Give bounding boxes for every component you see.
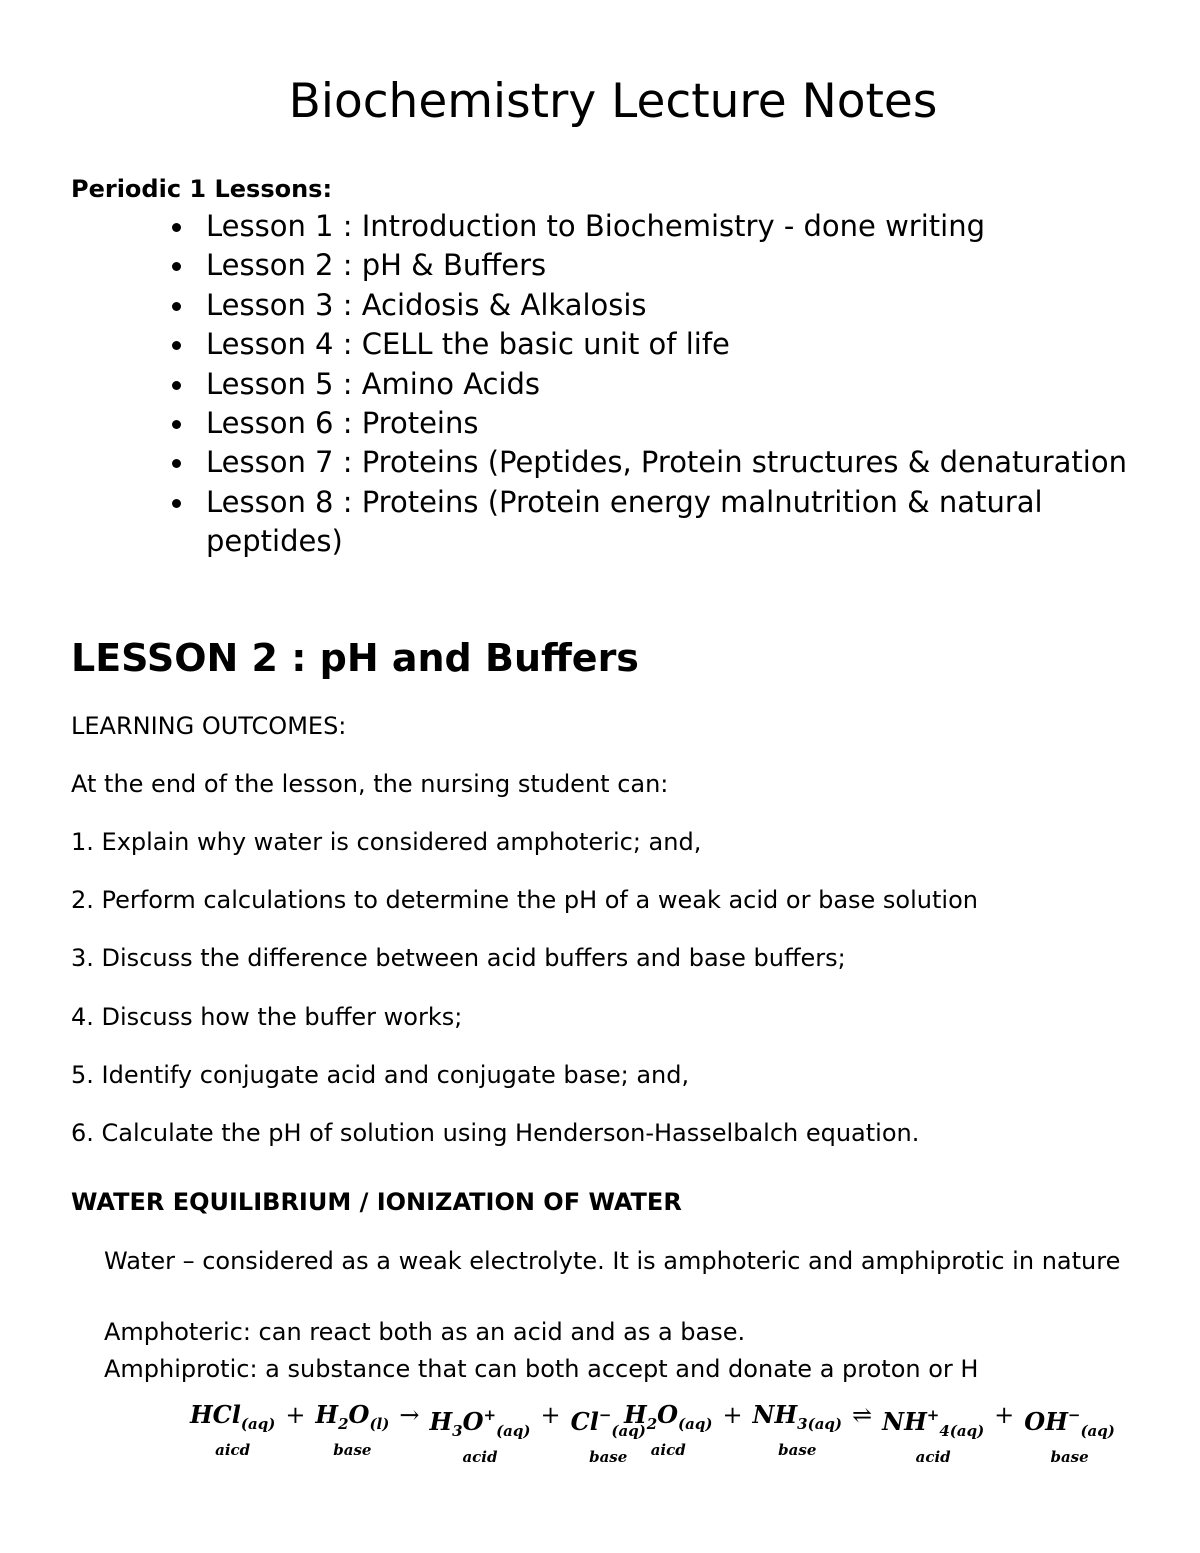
equation-role-label: aicd [215,1441,251,1459]
lesson-item: Lesson 6 : Proteins [206,404,1156,443]
outcome-item: 1. Explain why water is considered amphoteric; and, [71,828,702,856]
equation-role-label: base [1050,1448,1089,1466]
lesson-list [206,207,1156,562]
outcome-item: 4. Discuss how the buffer works; [71,1003,463,1031]
amphoteric-definition: Amphoteric: can react both as an acid and as a base. [104,1318,746,1346]
equation-role-label: acid [462,1448,498,1466]
outcome-item: 2. Perform calculations to determine the pH of a weak acid or base solution [71,886,978,914]
lesson-item: Lesson 8 : Proteins (Protein energy malnutrition & natural peptides) [206,483,1156,562]
hcl-equation: HCl$_{(aq)}$ aicd + $H_2O_{(l)}$ base → $H_3O^+_{(aq)}$ acid + $Cl^-_{(aq)}$ base [190,1400,646,1466]
lesson-item: Lesson 7 : Proteins (Peptides, Protein structures & denaturation [206,443,1156,482]
lesson-heading: LESSON 2 : pH and Buffers [71,636,639,680]
lessons-label: Periodic 1 Lessons: [71,175,333,203]
water-description: Water – considered as a weak electrolyte. It is amphoteric and amphiprotic in nature [104,1247,1121,1275]
ammonia-equation: $H_2O_{(aq)}$ aicd + $NH_{3(aq)}$ base ⇌ $NH^+_{4(aq)}$ acid + $OH^-_{(aq)}$ base [624,1400,1115,1466]
equation-role-label: base [589,1448,628,1466]
outcome-item: 3. Discuss the difference between acid buffers and base buffers; [71,944,846,972]
amphiprotic-definition: Amphiprotic: a substance that can both accept and donate a proton or H [104,1355,979,1383]
lesson-item: Lesson 1 : Introduction to Biochemistry - done writing [206,207,1156,246]
outcomes-intro: At the end of the lesson, the nursing student can: [71,770,669,798]
lesson-item: Lesson 5 : Amino Acids [206,365,1156,404]
equation-role-label: aicd [650,1441,686,1459]
document-title: Biochemistry Lecture Notes [288,74,938,129]
outcomes-label: LEARNING OUTCOMES: [71,712,347,740]
outcome-item: 5. Identify conjugate acid and conjugate base; and, [71,1061,690,1089]
equation-role-label: base [778,1441,817,1459]
equation-role-label: acid [915,1448,951,1466]
outcome-item: 6. Calculate the pH of solution using Henderson-Hasselbalch equation. [71,1119,920,1147]
water-heading: WATER EQUILIBRIUM / IONIZATION OF WATER [71,1188,682,1216]
lesson-item: Lesson 4 : CELL the basic unit of life [206,325,1156,364]
lesson-item: Lesson 2 : pH & Buffers [206,246,1156,285]
equation-role-label: base [333,1441,372,1459]
equations [186,1400,1115,1470]
lesson-item: Lesson 3 : Acidosis & Alkalosis [206,286,1156,325]
